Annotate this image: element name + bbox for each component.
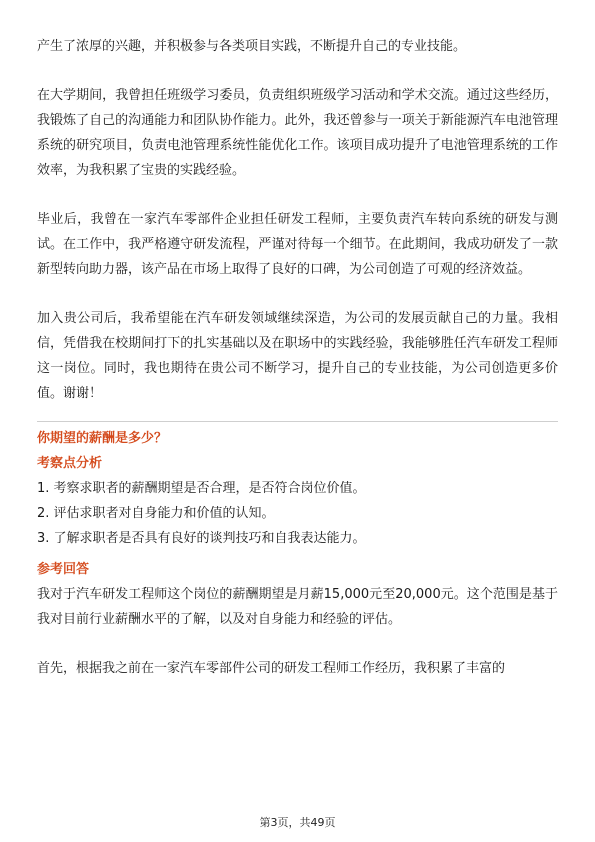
analysis-heading: 考察点分析 — [37, 456, 103, 471]
paragraph: 我对于汽车研发工程师这个岗位的薪酬期望是月薪15,000元至20,000元。这个范围是基于我对目前行业薪酬水平的了解，以及对自身能力和经验的评估。 — [37, 587, 558, 627]
answer-heading: 参考回答 — [37, 562, 90, 577]
list-item: 3. 了解求职者是否具有良好的谈判技巧和自我表达能力。 — [37, 531, 366, 546]
paragraph: 产生了浓厚的兴趣，并积极参与各类项目实践，不断提升自己的专业技能。 — [37, 39, 467, 54]
list-item: 1. 考察求职者的薪酬期望是否合理，是否符合岗位价值。 — [37, 481, 366, 496]
analysis-list — [37, 476, 558, 551]
paragraph: 首先，根据我之前在一家汽车零部件公司的研发工程师工作经历，我积累了丰富的 — [37, 661, 506, 676]
paragraph: 在大学期间，我曾担任班级学习委员，负责组织班级学习活动和学术交流。通过这些经历，我锻炼了自己的沟通能力和团队协作能力。此外，我还曾参与一项关于新能源汽车电池管理系统的研究项目，负责电池管理系统性能优化工作。该项目成功提升了电池管理系统的工作效率，为我积累了宝贵的实践经验。 — [37, 88, 558, 178]
document-body — [37, 34, 558, 681]
page-number: 第3页，共49页 — [259, 816, 336, 829]
question-heading: 你期望的薪酬是多少？ — [37, 431, 168, 446]
paragraph: 毕业后，我曾在一家汽车零部件企业担任研发工程师，主要负责汽车转向系统的研发与测试。在工作中，我严格遵守研发流程，严谨对待每一个细节。在此期间，我成功研发了一款新型转向助力器，该产品在市场上取得了良好的口碑，为公司创造了可观的经济效益。 — [37, 212, 558, 277]
list-item: 2. 评估求职者对自身能力和价值的认知。 — [37, 506, 275, 521]
paragraph: 加入贵公司后，我希望能在汽车研发领域继续深造，为公司的发展贡献自己的力量。我相信，凭借我在校期间打下的扎实基础以及在职场中的实践经验，我能够胜任汽车研发工程师这一岗位。同时，我也期待在贵公司不断学习，提升自己的专业技能，为公司创造更多价值。谢谢！ — [37, 311, 558, 401]
section-divider — [37, 421, 558, 422]
